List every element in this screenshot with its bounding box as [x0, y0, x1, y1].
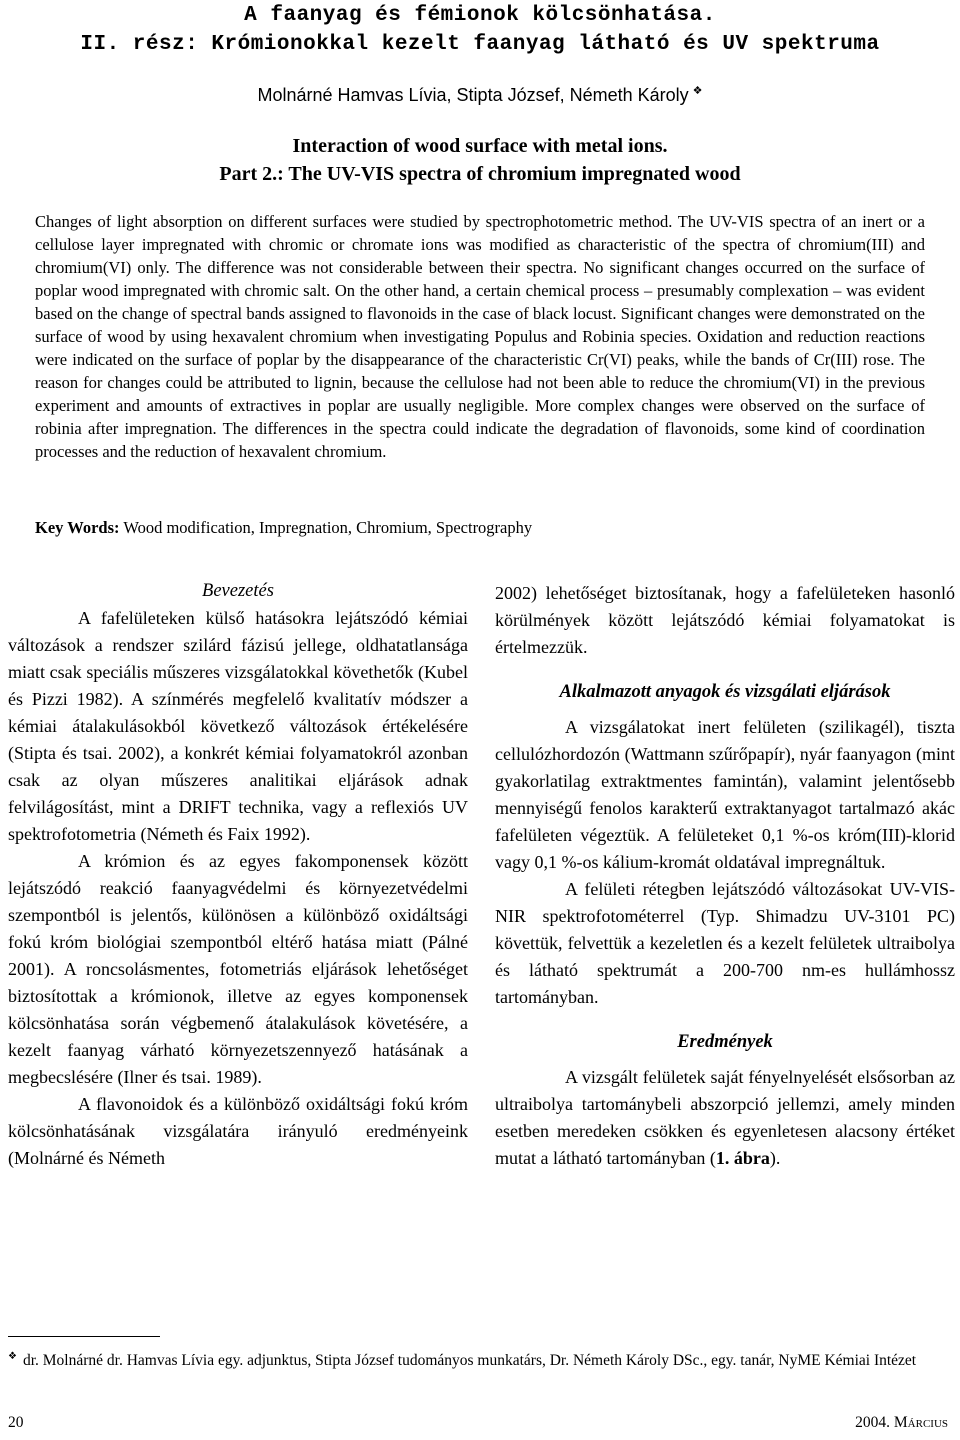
paragraph: A vizsgálatokat inert felületen (szilikagél), tiszta cellulózhordozón (Wattmann szűrőpapír), nyár faanyagon (mint gyakorlatilag extraktmentes famintán), valamint jelentősebb mennyiségű fenolos karakterű extraktanyagot tartalmazó akác fafelületen végeztük. A felületeket 0,1 %-os króm(III)-klorid vagy 0,1 %-os kálium-kromát oldatával impregnáltuk.: [495, 717, 955, 872]
page-title-line2: II. rész: Krómionokkal kezelt faanyag látható és UV spektruma: [80, 33, 880, 56]
authors-text: Molnárné Hamvas Lívia, Stipta József, Németh Károly: [257, 85, 689, 105]
results-text-end: ).: [769, 1148, 781, 1168]
section-heading-methods: Alkalmazott anyagok és vizsgálati eljárások: [559, 682, 891, 702]
authors: [0, 84, 960, 106]
paragraph: A flavonoidok és a különböző oxidáltsági fokú króm kölcsönhatásának vizsgálatára irányuló eredményeink (Molnárné és Németh: [8, 1094, 468, 1168]
issue-month: Március: [893, 1414, 948, 1431]
paragraph: [495, 1064, 955, 1172]
paragraph: A krómion és az egyes fakomponensek között lejátszódó reakció faanyagvédelmi és környezetvédelmi szempontból is jelentős, különösen a különböző oxidáltsági fokú króm biológiai szempontból eltérő hatása miatt (Pálné 2001). A roncsolásmentes, fotometriás eljárások lehetőséget biztosítottak a krómionok, illetve az egyes komponensek kölcsönhatása során végbemenő átalakulások követésére, a kezelt faanyag várható környezetszennyező hatásának a megbecslésére (Ilner és tsai. 1989).: [8, 851, 468, 1087]
keywords-label: Key Words:: [35, 518, 120, 537]
english-title-line2: Part 2.: The UV-VIS spectra of chromium impregnated wood: [219, 163, 741, 185]
page-number: 20: [8, 1414, 24, 1431]
left-column: [8, 578, 468, 1172]
footnote-divider: [8, 1336, 160, 1337]
issue-year: 2004.: [855, 1414, 890, 1431]
paragraph: A felületi rétegben lejátszódó változásokat UV-VIS-NIR spektrofotométerrel (Typ. Shimadzu UV-3101 PC) követtük, felvettük a kezeletlen és a kezelt felületek ultraibolya és látható spektrumát a 200-700 nm-es hullámhossz tartományban.: [495, 879, 955, 1007]
paragraph: A fafelületeken külső hatásokra lejátszódó kémiai változások a rendszer szilárd fázisú jellege, oldhatatlansága miatt csak speciális műszeres vizsgálatokkal követhetők (Kubel és Pizzi 1982). A színmérés megfelelő kvalitatív módszer a kémiai átalakulásokból következő változások értékelésére (Stipta és tsai. 2002), a konkrét kémiai folyamatokról azonban csak az olyan műszeres analitikai eljárások adnak felvilágosítást, mint a DRIFT technika, vagy a reflexiós UV spektrofotometria (Németh és Faix 1992).: [8, 608, 468, 844]
paragraph: 2002) lehetőséget biztosítanak, hogy a fafelületeken hasonló körülmények között lejátszódó kémiai folyamatokat is értelmezzük.: [495, 583, 955, 657]
keywords-text: Wood modification, Impregnation, Chromium, Spectrography: [123, 518, 533, 537]
section-heading-bevezetes: Bevezetés: [202, 581, 274, 601]
page-footer: [8, 1414, 948, 1432]
keywords: [35, 518, 925, 538]
page-title-line1: A faanyag és fémionok kölcsönhatása.: [244, 4, 716, 27]
results-text: A vizsgált felületek saját fényelnyelését elsősorban az ultraibolya tartománybeli abszorpció jellemzi, amely minden esetben meredeken csökken és egyenletesen alacsony értéket mutat a látható tartományban (: [495, 1067, 955, 1168]
footnote: [8, 1345, 948, 1372]
section-heading-results: Eredmények: [677, 1032, 773, 1052]
author-footnote-mark-icon: ❖: [692, 85, 703, 97]
footnote-text: dr. Molnárné dr. Hamvas Lívia egy. adjunktus, Stipta József tudományos munkatárs, Dr. Németh Károly DSc., egy. tanár, NyME Kémiai Intézet: [22, 1352, 917, 1370]
issue-date: [855, 1414, 948, 1432]
figure-reference[interactable]: 1. ábra: [715, 1148, 770, 1168]
english-title-line1: Interaction of wood surface with metal ions.: [292, 135, 668, 157]
right-column: [495, 580, 955, 1172]
footnote-mark-icon: ❖: [8, 1351, 17, 1362]
abstract: Changes of light absorption on different surfaces were studied by spectrophotometric method. The UV-VIS spectra of an inert or a cellulose layer impregnated with chromic or chromate ions was modified as characteristic of the spectra of chromium(III) and chromium(VI) only. The difference was not considerable between their spectra. No significant changes occurred on the surface of poplar wood impregnated with chromic salt. On the other hand, a certain chemical process – presumably complexation – was evident based on the change of spectral bands assigned to flavonoids in the case of black locust. Significant changes were demonstrated on the surface of wood by using hexavalent chromium when investigating Populus and Robinia species. Oxidation and reduction reactions were indicated on the surface of poplar by the disappearance of the characteristic Cr(VI) peaks, while the bands of Cr(III) rose. The reason for changes could be attributed to lignin, because the cellulose had not been able to reduce the chromium(VI) in the previous experiment and amounts of extractives in poplar are usually negligible. More complex changes were observed on the surface of robinia after impregnation. The differences in the spectra could indicate the degradation of flavonoids, some kind of coordination processes and the reduction of hexavalent chromium.: [35, 212, 925, 461]
